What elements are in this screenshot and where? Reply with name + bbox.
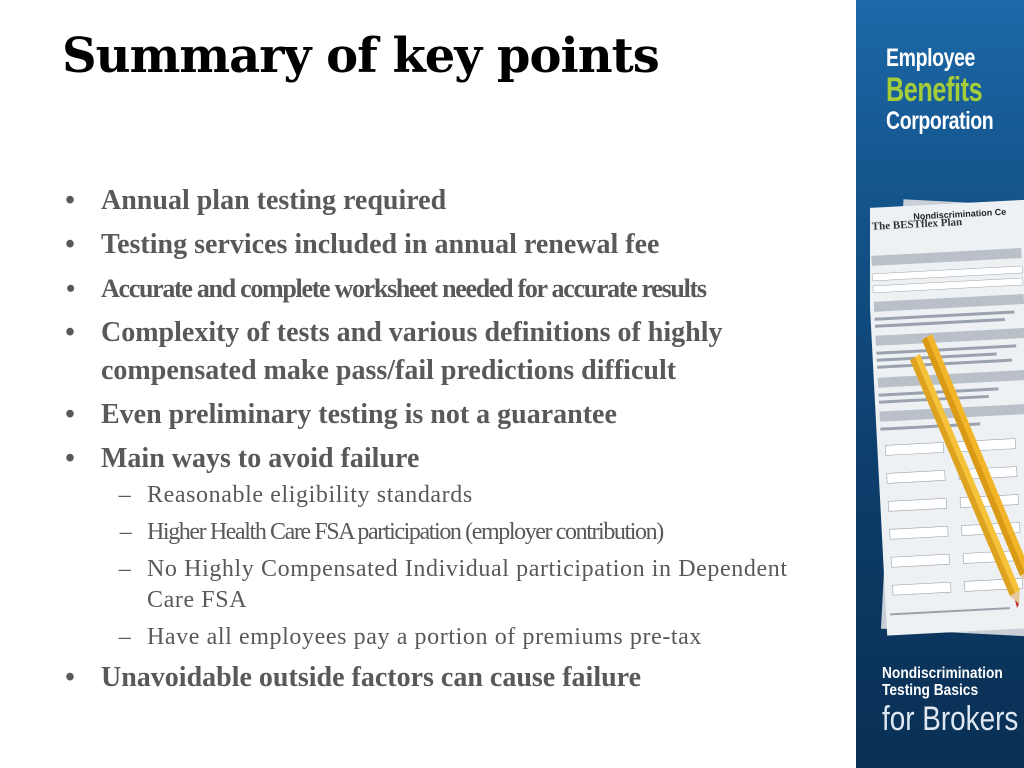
- bullet-item: [60, 226, 840, 264]
- bullet-icon: •: [65, 185, 75, 216]
- footer-line-3: for Brokers: [882, 699, 1019, 738]
- sub-bullet-text: Higher Health Care FSA participation (employer contribution): [147, 519, 663, 545]
- presentation-series-title: [882, 666, 1024, 737]
- sub-bullet-text: Reasonable eligibility standards: [147, 482, 473, 508]
- sub-bullet-text: No Highly Compensated Individual participation in Dependent Care FSA: [147, 556, 788, 613]
- bullet-icon: •: [65, 662, 75, 693]
- bullet-text: Annual plan testing required: [101, 185, 447, 216]
- dash-icon: –: [119, 519, 131, 545]
- brand-panel: [856, 0, 1024, 768]
- bullet-item: [60, 396, 840, 434]
- bullet-text: Main ways to avoid failure: [101, 443, 420, 474]
- sub-bullet-item: [60, 480, 840, 511]
- dash-icon: –: [118, 624, 132, 650]
- bullet-item: [60, 659, 840, 697]
- sub-bullet-item: [60, 622, 840, 653]
- bullet-icon: •: [66, 274, 74, 303]
- dash-icon: –: [118, 482, 132, 508]
- bullet-icon: •: [65, 443, 75, 474]
- bullet-icon: •: [65, 399, 75, 430]
- company-logo: [886, 46, 1016, 134]
- sub-bullet-item: [60, 517, 840, 548]
- logo-line-employee: Employee: [886, 44, 976, 72]
- slide-title: Summary of key points: [62, 28, 659, 84]
- dash-icon: –: [118, 556, 132, 582]
- logo-line-corporation: Corporation: [886, 107, 994, 135]
- bullet-text: Unavoidable outside factors can cause failure: [101, 662, 642, 693]
- bullet-item: [60, 440, 840, 478]
- form-with-pencils-icon: [870, 190, 1024, 650]
- form-heading-text: Nondiscrimination Ce: [913, 206, 1007, 222]
- bullet-text: Complexity of tests and various definitions of highly compensated make pass/fail predictions difficult: [101, 317, 723, 386]
- form-logo-text: The BESTflex Plan: [871, 216, 963, 233]
- bullet-item: [60, 270, 840, 308]
- bullet-item: [60, 182, 840, 220]
- bullet-text: Testing services included in annual renewal fee: [101, 229, 660, 260]
- bullet-text: Even preliminary testing is not a guarantee: [101, 399, 617, 430]
- bullet-item: [60, 314, 840, 390]
- bullet-list: [60, 182, 840, 703]
- footer-line-1: Nondiscrimination: [882, 665, 1003, 682]
- bullet-icon: •: [65, 229, 75, 260]
- sub-bullet-text: Have all employees pay a portion of premiums pre-tax: [147, 624, 703, 650]
- sub-bullet-item: [60, 554, 840, 616]
- bullet-icon: •: [65, 317, 75, 348]
- bullet-text: Accurate and complete worksheet needed for accurate results: [101, 274, 706, 303]
- logo-line-benefits: Benefits: [886, 71, 983, 109]
- footer-line-2: Testing Basics: [882, 681, 979, 699]
